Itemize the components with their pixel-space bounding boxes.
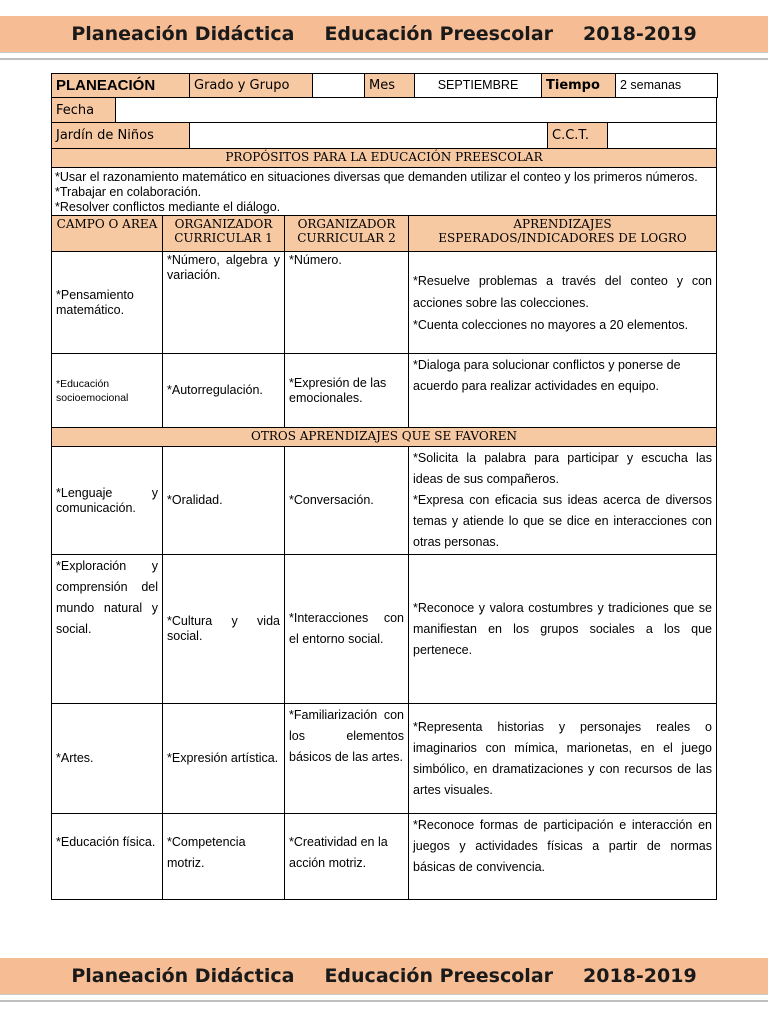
aprendizaje-item: *Resuelve problemas a través del conteo y con acciones sobre las colecciones. <box>413 273 712 310</box>
org1-cell: *Expresión artística. <box>163 704 285 814</box>
aprendizaje-item: *Solicita la palabra para participar y escucha las ideas de sus compañeros. <box>413 451 712 486</box>
org1-cell: *Autorregulación. <box>163 354 285 428</box>
aprendizajes-cell <box>409 814 717 900</box>
header-title: Planeación Didáctica <box>71 23 295 45</box>
table-row <box>52 814 717 900</box>
propositos-list <box>52 168 717 216</box>
col-aprendizajes-line2: ESPERADOS/INDICADORES DE LOGRO <box>438 231 687 245</box>
aprendizajes-cell <box>409 354 717 428</box>
fecha-value[interactable] <box>116 98 717 123</box>
grado-label: Grado y Grupo <box>190 74 313 98</box>
col-aprendizajes <box>409 216 717 252</box>
aprendizaje-item: *Dialoga para solucionar conflictos y ponerse de acuerdo para realizar actividades en equipo. <box>413 358 681 393</box>
col-aprendizajes-line1: APRENDIZAJES <box>513 217 612 231</box>
tiempo-label: Tiempo <box>542 74 616 98</box>
table-row <box>52 354 717 428</box>
aprendizajes-cell <box>409 555 717 704</box>
footer-year: 2018-2019 <box>583 965 697 987</box>
planning-document <box>51 73 717 900</box>
org2-cell: *Número. <box>285 252 409 354</box>
org2-cell: *Conversación. <box>285 447 409 555</box>
proposito-item: *Trabajar en colaboración. <box>55 185 202 199</box>
footer-subject: Educación Preescolar <box>324 965 554 987</box>
header-subject: Educación Preescolar <box>324 23 554 45</box>
fecha-label: Fecha <box>52 98 116 123</box>
campo-cell: *Educación socioemocional <box>52 354 163 428</box>
planeacion-label: PLANEACIÓN <box>52 74 190 98</box>
table-row <box>52 704 717 814</box>
tiempo-value[interactable]: 2 semanas <box>616 74 718 98</box>
org2-cell: *Familiarización con los elementos básicos de las artes. <box>285 704 409 814</box>
aprendizaje-item: *Reconoce y valora costumbres y tradiciones que se manifiestan en los grupos sociales a los que pertenece. <box>413 600 712 657</box>
grado-value[interactable] <box>313 74 365 98</box>
aprendizaje-item: *Cuenta colecciones no mayores a 20 elementos. <box>413 317 689 332</box>
table-row <box>52 252 717 354</box>
aprendizajes-cell <box>409 704 717 814</box>
page-footer-band <box>0 958 768 995</box>
page-header-band <box>0 16 768 53</box>
proposito-item: *Usar el razonamiento matemático en situaciones diversas que demanden utilizar el conteo y los primeros números. <box>55 170 698 184</box>
jardin-label: Jardín de Niños <box>52 123 190 149</box>
org1-cell: *Cultura y vida social. <box>163 555 285 704</box>
footer-divider <box>0 1000 768 1002</box>
aprendizaje-item: *Reconoce formas de participación e interacción en juegos y actividades físicas a partir de normas básicas de convivencia. <box>413 818 712 874</box>
jardin-value[interactable] <box>190 123 548 149</box>
header-year: 2018-2019 <box>583 23 697 45</box>
proposito-item: *Resolver conflictos mediante el diálogo. <box>55 200 281 214</box>
jardin-table <box>51 122 717 149</box>
cct-value[interactable] <box>608 123 717 149</box>
campo-cell: *Pensamiento matemático. <box>52 252 163 354</box>
table-row <box>52 555 717 704</box>
org2-cell: *Creatividad en la acción motriz. <box>285 814 409 900</box>
col-org1: ORGANIZADOR CURRICULAR 1 <box>163 216 285 252</box>
aprendizajes-cell <box>409 447 717 555</box>
org1-cell: *Número, algebra y variación. <box>163 252 285 354</box>
aprendizaje-item: *Representa historias y personajes reales o imaginarios con mímica, marionetas, en el juego simbólico, en dramatizaciones y con recursos de las artes visuales. <box>413 719 712 797</box>
org1-cell: *Competencia motriz. <box>163 814 285 900</box>
campo-cell: *Artes. <box>52 704 163 814</box>
campo-cell: *Lenguaje y comunicación. <box>52 447 163 555</box>
col-org2: ORGANIZADOR CURRICULAR 2 <box>285 216 409 252</box>
campo-cell: *Exploración y comprensión del mundo natural y social. <box>52 555 163 704</box>
otros-heading: OTROS APRENDIZAJES QUE SE FAVOREN <box>52 428 717 447</box>
table-row <box>52 447 717 555</box>
footer-title: Planeación Didáctica <box>71 965 295 987</box>
fecha-table <box>51 97 717 123</box>
col-campo: CAMPO O AREA <box>52 216 163 252</box>
org2-cell: *Interacciones con el entorno social. <box>285 555 409 704</box>
header-divider <box>0 58 768 60</box>
mes-value[interactable]: SEPTIEMBRE <box>415 74 542 98</box>
aprendizaje-item: *Expresa con eficacia sus ideas acerca de diversos temas y atiende lo que se dice en interacciones con otras personas. <box>413 493 712 549</box>
mes-label: Mes <box>365 74 415 98</box>
info-table <box>51 73 718 98</box>
cct-label: C.C.T. <box>548 123 608 149</box>
curriculum-table <box>51 148 717 900</box>
campo-cell: *Educación física. <box>52 814 163 900</box>
org2-cell: *Expresión de las emocionales. <box>285 354 409 428</box>
propositos-heading: PROPÓSITOS PARA LA EDUCACIÓN PREESCOLAR <box>52 149 717 168</box>
aprendizajes-cell <box>409 252 717 354</box>
org1-cell: *Oralidad. <box>163 447 285 555</box>
